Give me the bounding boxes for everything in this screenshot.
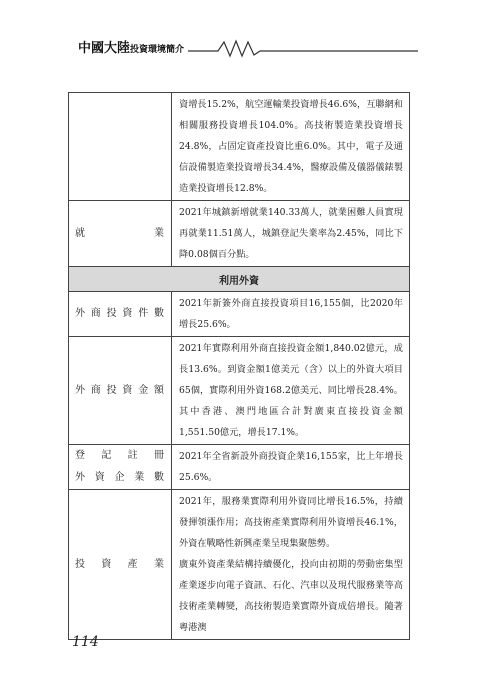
- row-label: 投資產業: [69, 490, 172, 640]
- row-content: 2021年新簽外商直接投資項目16,155個，比2020年增長25.6%。: [172, 292, 410, 337]
- investment-table: [68, 92, 410, 640]
- row-content: [172, 490, 410, 640]
- publication-title: [78, 38, 184, 59]
- paragraph: 2021年，服務業實際利用外資同比增長16.5%，持續發揮領漲作用；高技術產業實際利用外資增長46.1%，外資在戰略性新興產業呈現集聚態勢。: [179, 496, 403, 549]
- title-main: 中國大陸: [78, 41, 131, 56]
- row-content: 2021年全省新設外商投資企業16,155家，比上年增長25.6%。: [172, 445, 410, 490]
- row-label: 外商投資金額: [69, 337, 172, 445]
- section-header-row: [69, 267, 410, 292]
- row-label: 外商投資件數: [69, 292, 172, 337]
- page-header: [78, 38, 418, 58]
- table-row: [69, 201, 410, 267]
- row-content: 資增長15.2%，航空運輸業投資增長46.6%，互聯網和相關服務投資增長104.0%。高技術製造業投資增長24.8%，占固定資產投資比重6.0%。其中，電子及通信設備製造業投資增長34.4%，醫療設備及儀器儀錶製造業投資增長12.8%。: [172, 93, 410, 201]
- table-row: [69, 445, 410, 490]
- table-row: [69, 490, 410, 640]
- row-content: 2021年實際利用外商直接投資金額1,840.02億元，成長13.6%。到資金額1億美元（含）以上的外資大項目65個，實際利用外資168.2億美元、同比增長28.4%。其中香港、澳門地區合計對廣東直接投資金額1,551.50億元，增長17.1%。: [172, 337, 410, 445]
- table-row: [69, 292, 410, 337]
- row-label: 登記註冊 外資企業數: [69, 445, 172, 490]
- row-label: 就 業: [69, 201, 172, 267]
- row-label-empty: [69, 93, 172, 201]
- table-row: [69, 337, 410, 445]
- row-content: 2021年城鎮新增就業140.33萬人，就業困難人員實現再就業11.51萬人，城鎮登記失業率為2.45%，同比下降0.08個百分點。: [172, 201, 410, 267]
- heartbeat-line-icon: [188, 38, 418, 58]
- page-number: 114: [72, 634, 99, 650]
- title-sub: 投資環境簡介: [130, 45, 185, 55]
- paragraph: 廣東外資產業結構持續優化，投向由初期的勞動密集型產業逐步向電子資訊、石化、汽車以及現代服務業等高技術產業轉變，高技術製造業實際外資成倍增長。隨著粵港澳: [179, 559, 403, 633]
- section-title: 利用外資: [69, 267, 410, 292]
- table-row: [69, 93, 410, 201]
